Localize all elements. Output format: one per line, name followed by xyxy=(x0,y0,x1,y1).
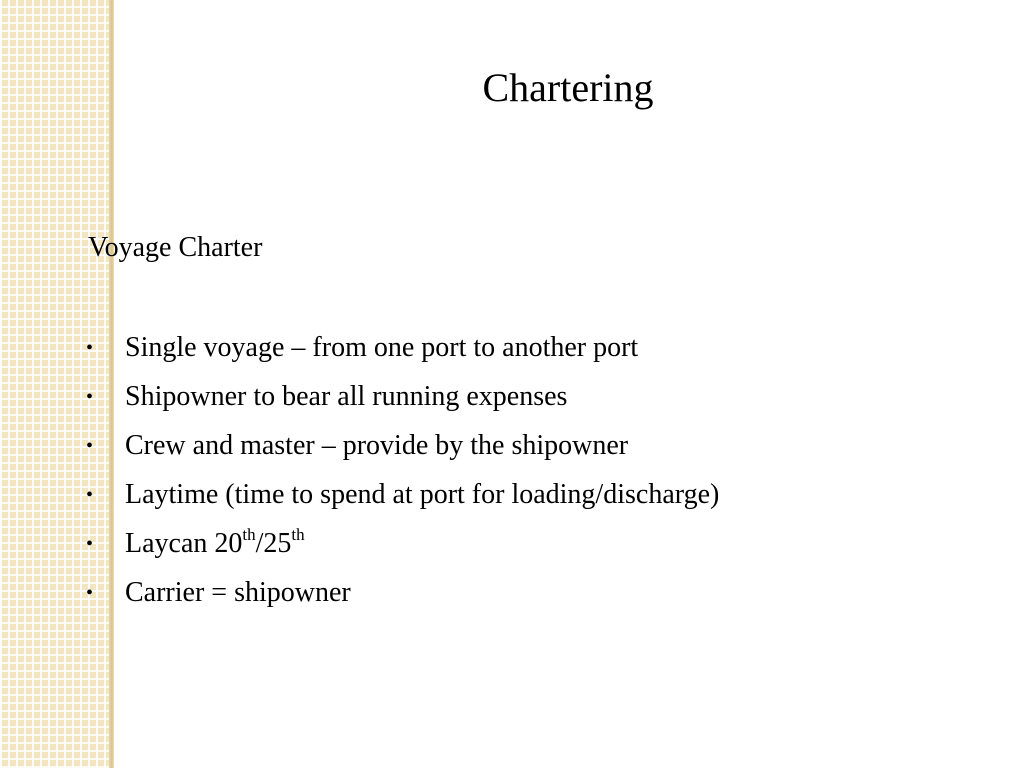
bullet-icon: • xyxy=(86,386,94,408)
laycan-prefix: Laycan 20 xyxy=(125,528,243,559)
slide-subtitle: Voyage Charter xyxy=(88,232,263,263)
bullet-text xyxy=(125,523,305,565)
bullet-icon: • xyxy=(86,484,94,506)
bullet-text: Laytime (time to spend at port for loading/discharge) xyxy=(125,479,720,510)
ordinal-suffix: th xyxy=(242,525,256,544)
bullet-text: Carrier = shipowner xyxy=(125,577,351,608)
slide-title: Chartering xyxy=(482,65,654,110)
side-band-edge xyxy=(109,0,114,768)
bullet-icon: • xyxy=(86,582,94,604)
bullet-icon: • xyxy=(86,533,94,555)
bullet-text: Crew and master – provide by the shipowner xyxy=(125,430,629,461)
bullet-icon: • xyxy=(86,337,94,359)
bullet-icon: • xyxy=(86,435,94,457)
bullet-text: Shipowner to bear all running expenses xyxy=(125,381,568,412)
ordinal-suffix: th xyxy=(291,525,305,544)
bullet-text: Single voyage – from one port to another port xyxy=(125,332,639,363)
laycan-separator: /25 xyxy=(255,528,292,559)
